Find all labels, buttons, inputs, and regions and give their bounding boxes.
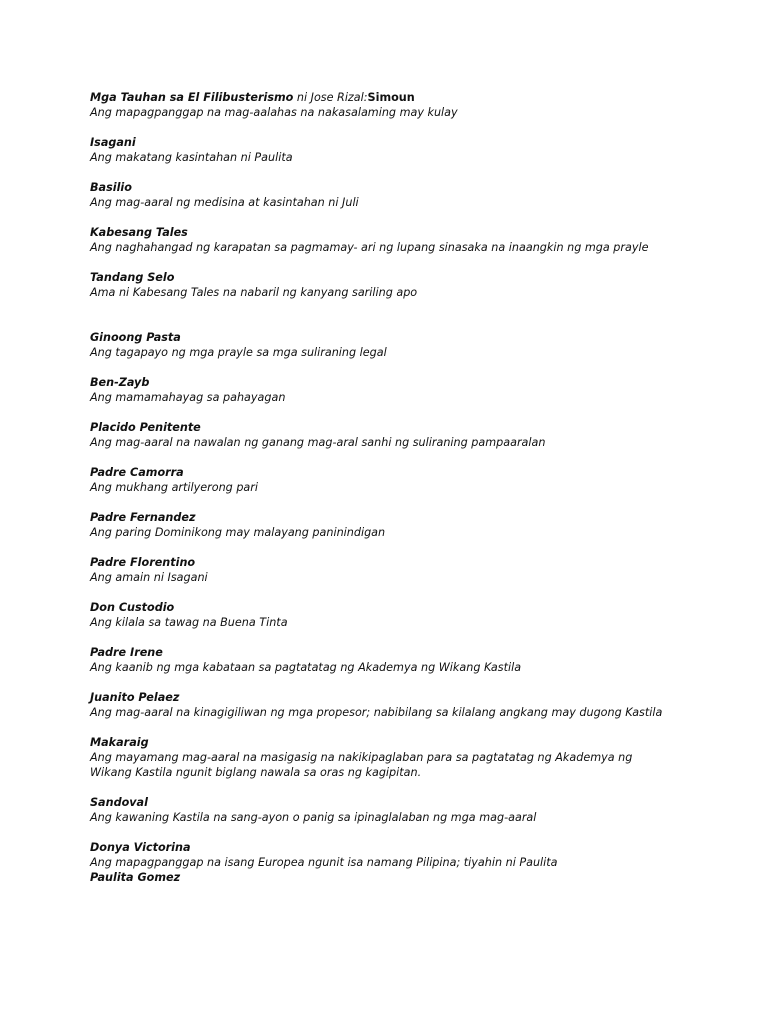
character-name: Donya Victorina xyxy=(90,841,191,854)
character-name: Sandoval xyxy=(90,796,148,809)
entry-donya-victorina xyxy=(90,840,690,870)
character-description: Ang mag-aaral na nawalan ng ganang mag-aral sanhi ng suliraning pampaaralan xyxy=(90,436,546,449)
entry-padre-florentino xyxy=(90,555,690,585)
entry-padre-irene xyxy=(90,645,690,675)
title-author: ni Jose Rizal: xyxy=(293,91,368,104)
character-name: Padre Fernandez xyxy=(90,511,196,524)
entry-tandang-selo xyxy=(90,270,690,300)
document-page xyxy=(90,90,690,900)
character-name: Makaraig xyxy=(90,736,149,749)
entry-paulita-gomez xyxy=(90,870,690,885)
character-description: Ang makatang kasintahan ni Paulita xyxy=(90,151,293,164)
character-name: Padre Irene xyxy=(90,646,163,659)
character-name: Simoun xyxy=(367,91,415,104)
character-description: Ang naghahangad ng karapatan sa pagmamay- ari ng lupang sinasaka na inaangkin ng mga prayle xyxy=(90,241,649,254)
character-name: Isagani xyxy=(90,136,136,149)
entry-juanito-pelaez xyxy=(90,690,690,720)
character-description: Ang mag-aaral ng medisina at kasintahan ni Juli xyxy=(90,196,359,209)
character-name: Padre Florentino xyxy=(90,556,196,569)
document-title xyxy=(90,90,690,105)
character-description: Ang mapagpanggap na mag-aalahas na nakasalaming may kulay xyxy=(90,106,458,119)
entry-isagani xyxy=(90,135,690,165)
entry-simoun xyxy=(90,90,690,120)
entry-sandoval xyxy=(90,795,690,825)
entry-makaraig xyxy=(90,735,690,780)
character-description: Ang mag-aaral na kinagigiliwan ng mga propesor; nabibilang sa kilalang angkang may dugong Kastila xyxy=(90,706,663,719)
entry-padre-fernandez xyxy=(90,510,690,540)
character-name: Ginoong Pasta xyxy=(90,331,181,344)
character-description: Ang mamamahayag sa pahayagan xyxy=(90,391,286,404)
character-description: Ang tagapayo ng mga prayle sa mga suliraning legal xyxy=(90,346,387,359)
entry-ginoong-pasta xyxy=(90,330,690,360)
character-description: Ang kaanib ng mga kabataan sa pagtatatag ng Akademya ng Wikang Kastila xyxy=(90,661,522,674)
character-description: Ang kilala sa tawag na Buena Tinta xyxy=(90,616,288,629)
entry-kabesang-tales xyxy=(90,225,690,255)
character-description: Ang mukhang artilyerong pari xyxy=(90,481,258,494)
entry-ben-zayb xyxy=(90,375,690,405)
character-description: Ang mayamang mag-aaral na masigasig na nakikipaglaban para sa pagtatatag ng Akademya ng Wikang Kastila ngunit biglang nawala sa oras ng kagipitan. xyxy=(90,751,633,779)
entry-don-custodio xyxy=(90,600,690,630)
character-description: Ang mapagpanggap na isang Europea ngunit isa namang Pilipina; tiyahin ni Paulita xyxy=(90,856,558,869)
character-name: Tandang Selo xyxy=(90,271,175,284)
character-name: Don Custodio xyxy=(90,601,175,614)
character-description: Ama ni Kabesang Tales na nabaril ng kanyang sariling apo xyxy=(90,286,418,299)
character-name: Ben-Zayb xyxy=(90,376,150,389)
character-name: Basilio xyxy=(90,181,132,194)
character-description: Ang paring Dominikong may malayang paninindigan xyxy=(90,526,386,539)
character-name: Padre Camorra xyxy=(90,466,184,479)
character-name: Placido Penitente xyxy=(90,421,201,434)
character-description: Ang amain ni Isagani xyxy=(90,571,208,584)
entry-placido-penitente xyxy=(90,420,690,450)
character-name: Paulita Gomez xyxy=(90,871,181,884)
entry-padre-camorra xyxy=(90,465,690,495)
character-description: Ang kawaning Kastila na sang-ayon o panig sa ipinaglalaban ng mga mag-aaral xyxy=(90,811,537,824)
title-bold: Mga Tauhan sa El Filibusterismo xyxy=(90,91,294,104)
character-name: Kabesang Tales xyxy=(90,226,188,239)
character-name: Juanito Pelaez xyxy=(90,691,180,704)
entry-basilio xyxy=(90,180,690,210)
